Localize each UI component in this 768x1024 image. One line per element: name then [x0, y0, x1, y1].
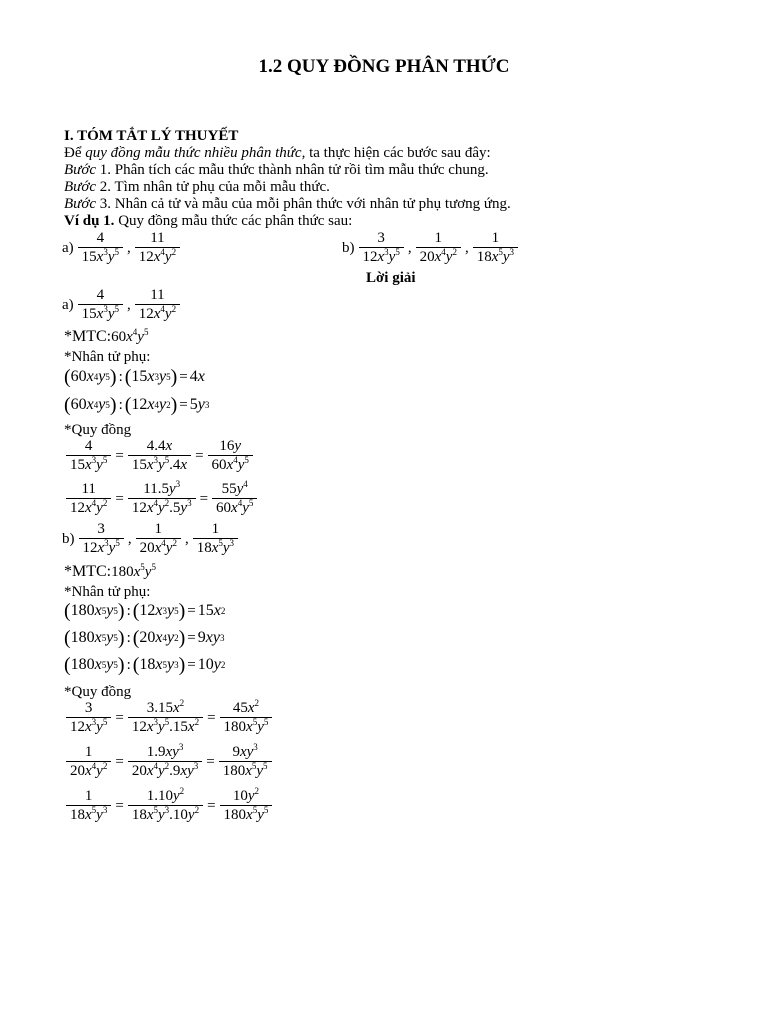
quydong-b-2: $\frac{1}{20x^4y^2}$ = $\frac{1.9xy^3}{20x^4y^2.9xy^3}$ = $\frac{9xy^3}{180x^5y^5}$	[64, 745, 274, 779]
quydong-b-3: $\frac{1}{18x^5y^3}$ = $\frac{1.10y^2}{18x^5y^3.10y^2}$ = $\frac{10y^2}{180x^5y^5}$	[64, 789, 274, 823]
step-3-label: Bước	[64, 196, 97, 212]
mtc-label: *MTC:	[64, 328, 112, 345]
step-1-text: 1. Phân tích các mẫu thức thành nhân tử rồi tìm mẫu thức chung.	[96, 162, 489, 178]
step-1	[64, 162, 489, 179]
factor-a-2: ( 60 x 4 y 5 ) : ( 12 x 4 y 2 ) = 5 y 3	[64, 394, 210, 416]
factor-a-1: ( 60 x 4 y 5 ) : ( 15 x 3 y 5 ) = 4 x	[64, 366, 205, 388]
example-a-fractions: a) $\frac{4}{15x^3y^5}$ , $\frac{11}{12x^4y^2}$	[62, 231, 182, 265]
fraction: $\frac{1.9xy^3}{20x^4y^2.9xy^3}$	[128, 745, 202, 779]
fraction: $\frac{1}{20x^4y^2}$	[136, 522, 181, 556]
fraction: $\frac{11}{12x^4y^2}$	[135, 231, 180, 265]
fraction: $\frac{1}{20x^4y^2}$	[66, 745, 111, 779]
quydong-label-a: *Quy đồng	[64, 422, 132, 438]
solution-a-fractions: a) $\frac{4}{15x^3y^5}$ , $\frac{11}{12x^4y^2}$	[62, 288, 182, 322]
example-text: Quy đồng mẫu thức các phân thức sau:	[114, 213, 353, 229]
fraction: $\frac{16y}{60x^4y^5}$	[208, 439, 253, 473]
fraction: $\frac{1}{18x^5y^3}$	[193, 522, 238, 556]
part-a-label: a)	[62, 239, 74, 256]
fraction: $\frac{55y^4}{60x^4y^5}$	[212, 482, 257, 516]
theory-intro	[64, 145, 491, 162]
fraction: $\frac{11}{12x^4y^2}$	[135, 288, 180, 322]
quydong-b-1: $\frac{3}{12x^3y^5}$ = $\frac{3.15x^2}{12x^3y^5.15x^2}$ = $\frac{45x^2}{180x^5y^5}$	[64, 701, 274, 735]
fraction: $\frac{1.10y^2}{18x^5y^3.10y^2}$	[128, 789, 203, 823]
step-2	[64, 179, 330, 196]
solution-b-fractions: b) $\frac{3}{12x^3y^5}$ , $\frac{1}{20x^4y^2}$ , $\frac{1}{18x^5y^3}$	[62, 522, 240, 556]
quydong-a-2: $\frac{11}{12x^4y^2}$ = $\frac{11.5y^3}{12x^4y^2.5y^3}$ = $\frac{55y^4}{60x^4y^5}$	[64, 482, 259, 516]
page-title: 1.2 QUY ĐỒNG PHÂN THỨC	[258, 56, 510, 77]
fraction: $\frac{1}{18x^5y^3}$	[473, 231, 518, 265]
part-a-label: a)	[62, 296, 74, 313]
step-1-label: Bước	[64, 162, 97, 178]
theory-heading: I. TÓM TẮT LÝ THUYẾT	[64, 128, 239, 144]
mtc-label: *MTC:	[64, 563, 112, 580]
quydong-label-b: *Quy đồng	[64, 684, 132, 700]
factor-b-1: ( 180 x 5 y 5 ) : ( 12 x 3 y 5 ) = 15 x 2	[64, 600, 226, 622]
mtc-a: *MTC: $60x^4y^5$	[64, 326, 149, 345]
solution-label: Lời giải	[366, 270, 416, 286]
mtc-b: *MTC: $180x^5y^5$	[64, 561, 156, 580]
part-b-label: b)	[62, 530, 75, 547]
intro-prefix: Để	[64, 145, 86, 161]
fraction: $\frac{4}{15x^3y^5}$	[66, 439, 111, 473]
factor-label-a: *Nhân tử phụ:	[64, 349, 151, 365]
part-b-label: b)	[342, 239, 355, 256]
fraction: $\frac{3}{12x^3y^5}$	[359, 231, 404, 265]
fraction: $\frac{4}{15x^3y^5}$	[78, 288, 123, 322]
fraction: $\frac{10y^2}{180x^5y^5}$	[220, 789, 273, 823]
fraction: $\frac{11}{12x^4y^2}$	[66, 482, 111, 516]
step-2-text: 2. Tìm nhân tử phụ của mỗi mẫu thức.	[96, 179, 330, 195]
fraction: $\frac{3}{12x^3y^5}$	[79, 522, 124, 556]
quydong-a-1: $\frac{4}{15x^3y^5}$ = $\frac{4.4x}{15x^3y^5.4x}$ = $\frac{16y}{60x^4y^5}$	[64, 439, 255, 473]
intro-suffix: , ta thực hiện các bước sau đây:	[301, 145, 491, 161]
fraction: $\frac{1}{18x^5y^3}$	[66, 789, 111, 823]
factor-b-2: ( 180 x 5 y 5 ) : ( 20 x 4 y 2 ) = 9 xy 3	[64, 627, 225, 649]
example-1	[64, 213, 352, 230]
fraction: $\frac{9xy^3}{180x^5y^5}$	[219, 745, 272, 779]
step-2-label: Bước	[64, 179, 97, 195]
fraction: $\frac{4}{15x^3y^5}$	[78, 231, 123, 265]
factor-label-b: *Nhân tử phụ:	[64, 584, 151, 600]
example-label: Ví dụ 1.	[64, 213, 115, 229]
intro-italic: quy đồng mẫu thức nhiều phân thức	[85, 145, 302, 161]
factor-b-3: ( 180 x 5 y 5 ) : ( 18 x 5 y 3 ) = 10 y 2	[64, 654, 226, 676]
fraction: $\frac{4.4x}{15x^3y^5.4x}$	[128, 439, 191, 473]
fraction: $\frac{1}{20x^4y^2}$	[416, 231, 461, 265]
fraction: $\frac{3.15x^2}{12x^3y^5.15x^2}$	[128, 701, 203, 735]
fraction: $\frac{3}{12x^3y^5}$	[66, 701, 111, 735]
step-3-text: 3. Nhân cả tử và mẫu của mỗi phân thức với nhân tử phụ tương ứng.	[96, 196, 511, 212]
example-b-fractions: b) $\frac{3}{12x^3y^5}$ , $\frac{1}{20x^4y^2}$ , $\frac{1}{18x^5y^3}$	[342, 231, 520, 265]
fraction: $\frac{11.5y^3}{12x^4y^2.5y^3}$	[128, 482, 196, 516]
fraction: $\frac{45x^2}{180x^5y^5}$	[220, 701, 273, 735]
step-3	[64, 196, 511, 213]
